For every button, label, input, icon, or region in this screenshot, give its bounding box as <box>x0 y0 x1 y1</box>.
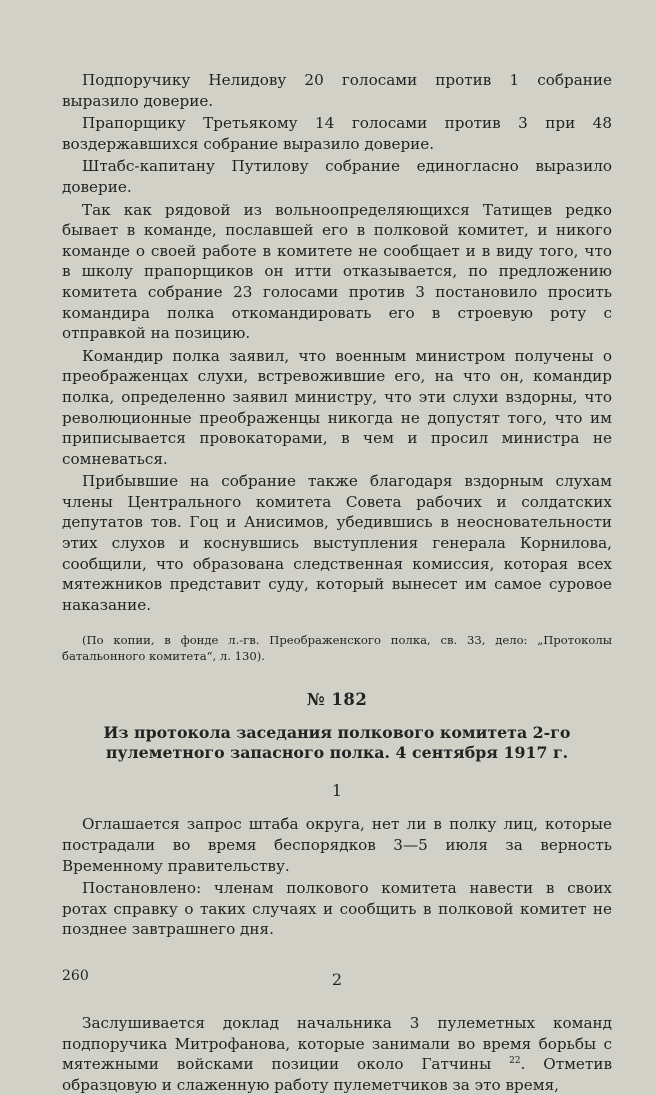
section-number-1: 1 <box>331 781 343 801</box>
paragraph-tretyakov: Прапорщику Третьякому 14 голосами против 3 при 48 воздержавшихся собрание выразило доверие. <box>62 114 612 153</box>
page-number: 260 <box>62 968 89 984</box>
paragraph-gots-anisimov: Прибывшие на собрание также благодаря вздорным слухам члены Центрального комитета Совета рабочих и солдатских депутатов тов. Гоц и Анисимов, убедившись в неосновательности этих слухов и коснувшись выступления генерала Корнилова, сообщили, что образована следственная комиссия, которая всех мятежников представит суду, который вынесет им самое суровое наказание. <box>62 472 612 614</box>
footnote-ref[interactable]: 22 <box>509 1056 521 1067</box>
paragraph-tatishchev: Так как рядовой из вольноопределяющихся Татищев редко бывает в команде, пославшей его в полковой комитет, и никого команде о своей работе в комитете не сообщает и в виду того, что в школу прапорщиков он итти отказывается, по предложению комитета собрание 23 голосами против 3 постановило просить командира полка откомандировать его в строевую роту с отправкой на позицию. <box>62 200 612 343</box>
paragraph-putilov: Штабс-капитану Путилову собрание единогласно выразило доверие. <box>62 157 612 196</box>
document-title: Из протокола заседания полкового комитета 2-го пулеметного запасного полка. 4 сентября 1917 г. <box>103 723 571 763</box>
section-2-body <box>62 1013 612 1095</box>
paragraph-resolution: Постановлено: членам полкового комитета навести в своих ротах справку о таких случаях и сообщить в полковой комитет не позднее завтрашнего дня. <box>62 879 612 939</box>
document-number: № 182 <box>306 690 368 710</box>
paragraph-report <box>62 1013 612 1095</box>
source-note: (По копии, в фонде л.-гв. Преображенского полка, св. 33, дело: „Протоколы батальонного комитета“, л. 130). <box>62 633 612 663</box>
paragraph-inquiry: Оглашается запрос штаба округа, нет ли в полку лиц, которые пострадали во время беспорядков 3—5 июля за верность Временному правительству. <box>62 815 612 875</box>
paragraph-nelidov: Подпоручику Нелидову 20 голосами против 1 собрание выразило доверие. <box>62 71 612 110</box>
section-1-body <box>62 814 612 940</box>
section-number-2: 2 <box>331 970 343 989</box>
report-text-after: . Отметив образцовую и слаженную работу пулеметчиков за это время, <box>62 1055 612 1094</box>
paragraph-commander: Командир полка заявил, что военным министром получены о преображенцах слухи, встревожившие его, на что он, командир полка, определенно заявил министру, что эти слухи вздорны, что революционные преображенцы никогда не допустят того, что им приписывается провокаторами, в чем и просил министра не сомневаться. <box>62 346 612 468</box>
report-text: Заслушивается доклад начальника 3 пулеметных команд подпоручика Митрофанова, которые занимали во время борьбы с мятежными войсками позиции около Гатчины <box>62 1014 612 1074</box>
